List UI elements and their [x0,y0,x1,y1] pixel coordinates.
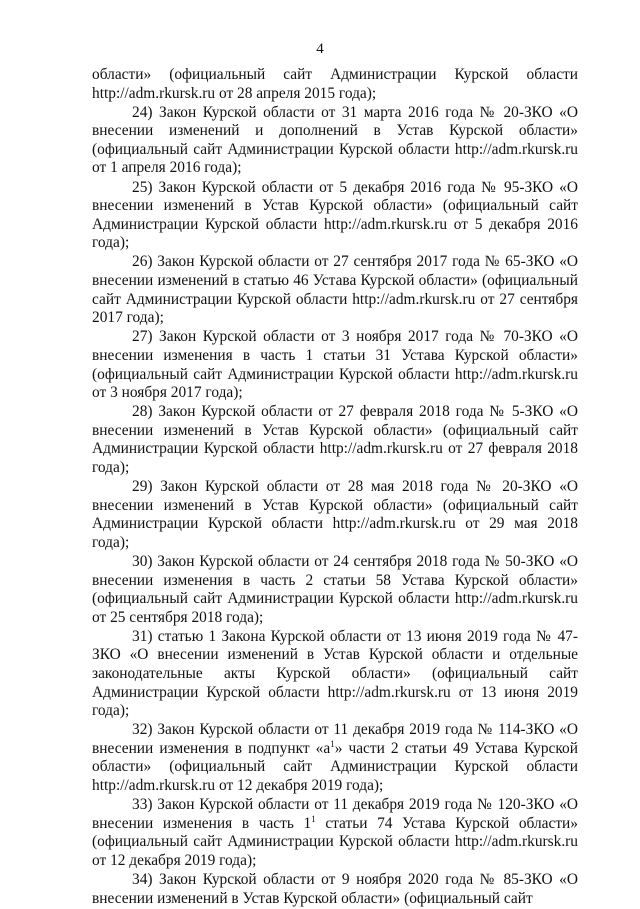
paragraph-33 [92,796,578,870]
paragraph-33-text-end: статьи 74 Устава Курской области» (официальный сайт Администрации Курской области http://adm.rkursk.ru от 12 декабря 2019 года); [92,814,578,869]
paragraph-30: 30) Закон Курской области от 24 сентября 2018 года № 50-ЗКО «О внесении изменения в часть 2 статьи 58 Устава Курской области» (официальный сайт Администрации Курской области http://adm.rkursk.ru от 25 сентября 2018 года); [92,552,578,626]
paragraph-29: 29) Закон Курской области от 28 мая 2018 года № 20-ЗКО «О внесении изменений в Устав Курской области» (официальный сайт Администрации Курской области http://adm.rkursk.ru от 29 мая 2018 года); [92,478,578,551]
paragraph-32-text-start: 32) Закон Курской области от 11 декабря 2019 года № 114-ЗКО «О внесении изменения в подпункт «а [92,721,578,757]
paragraph-32 [92,721,578,795]
paragraph-32-text-end: » части 2 статьи 49 Устава Курской области» (официальный сайт Администрации Курской области http://adm.rkursk.ru от 12 декабря 2019 года); [92,739,578,795]
paragraph-25: 25) Закон Курской области от 5 декабря 2016 года № 95-ЗКО «О внесении изменений в Устав Курской области» (официальный сайт Администрации Курской области http://adm.rkursk.ru от 5 декабря 2016 года); [92,178,578,252]
paragraph-27: 27) Закон Курской области от 3 ноября 2017 года № 70-ЗКО «О внесении изменения в часть 1 статьи 31 Устава Курской области» (официальный сайт Администрации Курской области http://adm.rkursk.ru от 3 ноября 2017 года); [92,328,578,402]
paragraph-24: 24) Закон Курской области от 31 марта 2016 года № 20-ЗКО «О внесении изменений и дополнений в Устав Курской области» (официальный сайт Администрации Курской области http://adm.rkursk.ru от 1 апреля 2016 года); [92,103,578,177]
paragraph-26: 26) Закон Курской области от 27 сентября 2017 года № 65-ЗКО «О внесении изменений в статью 46 Устава Курской области» (официальный сайт Администрации Курской области http://adm.rkursk.ru от 27 сентября 2017 года); [92,253,578,327]
document-body [92,66,578,909]
paragraph-32-superscript: 1 [330,738,335,749]
page-number: 4 [316,41,324,57]
paragraph-23-continuation: области» (официальный сайт Администрации Курской области http://adm.rkursk.ru от 28 апреля 2015 года); [92,66,578,102]
paragraph-33-text-start: 33) Закон Курской области от 11 декабря 2019 года № 120-ЗКО «О внесении изменения в часть 1 [92,796,578,832]
paragraph-34: 34) Закон Курской области от 9 ноября 2020 года № 85-ЗКО «О внесении изменений в Устав Курской области» (официальный сайт [92,871,578,907]
paragraph-33-superscript: 1 [311,813,316,824]
paragraph-28: 28) Закон Курской области от 27 февраля 2018 года № 5-ЗКО «О внесении изменений в Устав Курской области» (официальный сайт Администрации Курской области http://adm.rkursk.ru от 27 февраля 2018 года); [92,403,578,476]
paragraph-31: 31) статью 1 Закона Курской области от 13 июня 2019 года № 47-ЗКО «О внесении изменений в Устав Курской области и отдельные законодательные акты Курской области» (официальный сайт Администрации Курской области http://adm.rkursk.ru от 13 июня 2019 года); [92,627,578,720]
